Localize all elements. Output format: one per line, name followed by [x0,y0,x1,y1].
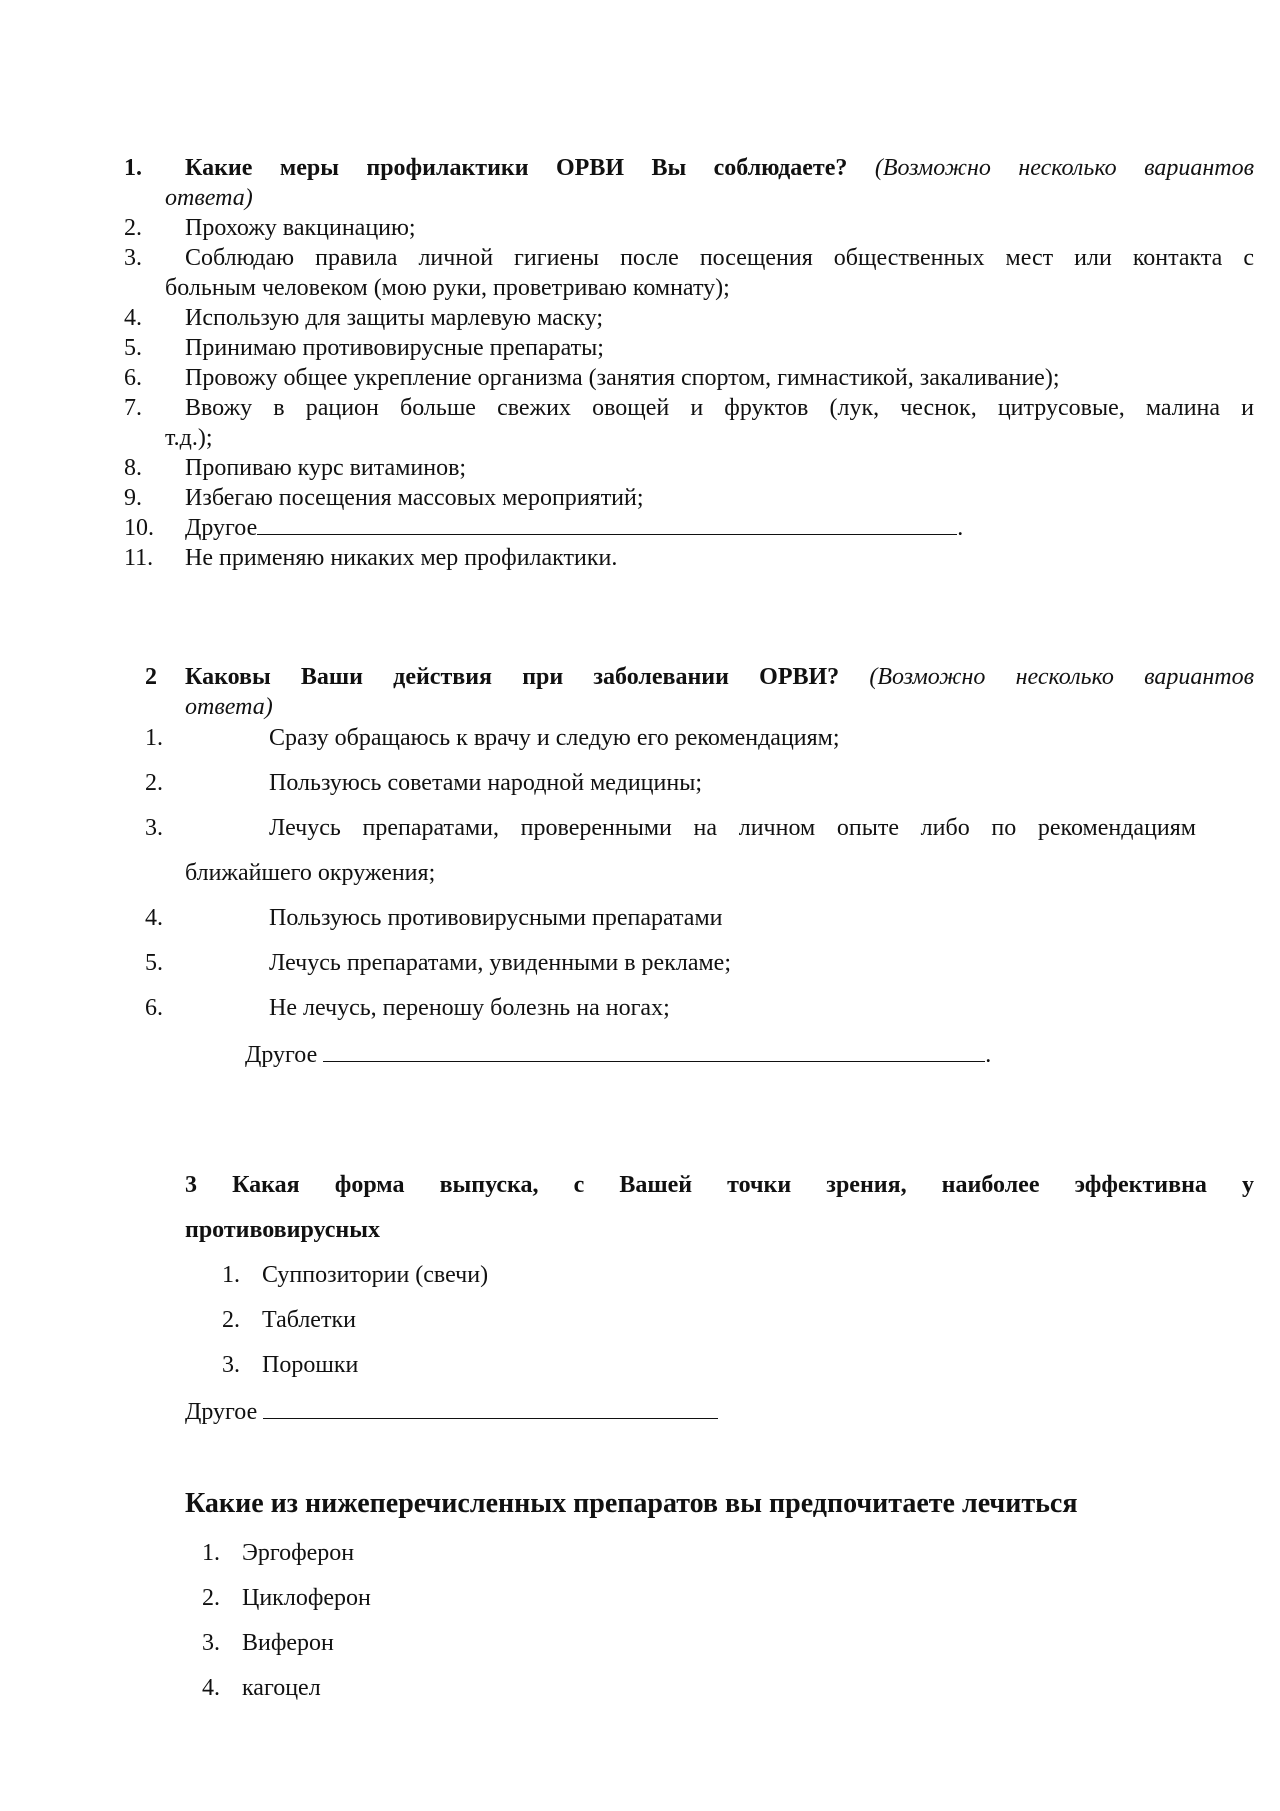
q1-item-number: 2. [124,215,142,241]
q3-item-number: 2. [222,1307,240,1333]
q1-item-cont: больным человеком (мою руки, проветриваю комнату); [165,275,730,301]
q1-item-number: 3. [124,245,142,271]
q1-item: Прохожу вакцинацию; [185,215,416,241]
q4-title: Какие из нижеперечисленных препаратов вы предпочитаете лечиться [185,1488,1078,1519]
q3-other-line [185,1397,718,1427]
q2-hint-cont: ответа) [185,694,273,720]
q1-item: Провожу общее укрепление организма (занятия спортом, гимнастикой, закаливание); [185,365,1060,391]
q3-item-number: 1. [222,1262,240,1288]
q1-item-number: 11. [124,545,154,571]
q1-other-line [185,513,963,543]
q1-item-number: 7. [124,395,142,421]
q3-item: Суппозитории (свечи) [262,1262,489,1288]
q2-number: 2 [145,664,157,690]
q3-other-label: Другое [185,1399,258,1425]
q1-item-number: 9. [124,485,142,511]
q1-item: Избегаю посещения массовых мероприятий; [185,485,644,511]
q1-title-line [185,153,1254,183]
q2-item-number: 5. [145,950,163,976]
q1-item-number: 5. [124,335,142,361]
q1-other-blank[interactable] [257,533,957,535]
q2-title: Каковы Ваши действия при заболевании ОРВИ? [185,664,840,690]
q2-item-cont: ближайшего окружения; [185,860,436,886]
q3-item-number: 3. [222,1352,240,1378]
q1-item: Соблюдаю правила личной гигиены после посещения общественных мест или контакта с [185,245,1254,271]
q1-item-number: 6. [124,365,142,391]
q1-item-number: 4. [124,305,142,331]
q1-number: 1. [124,155,142,181]
q2-other-label: Другое [245,1042,318,1068]
q2-item-number: 6. [145,995,163,1021]
q1-item-cont: т.д.); [165,425,213,451]
q1-item: Использую для защиты марлевую маску; [185,305,604,331]
q1-item: Пропиваю курс витаминов; [185,455,467,481]
q4-item: Циклоферон [242,1585,371,1611]
q2-item: Лечусь препаратами, увиденными в рекламе; [269,950,731,976]
q4-item-number: 4. [202,1675,220,1701]
q4-item-number: 1. [202,1540,220,1566]
q2-item-number: 3. [145,815,163,841]
q4-item: Эргоферон [242,1540,355,1566]
q2-item: Пользуюсь противовирусными препаратами [269,905,723,931]
q3-title-cont: противовирусных [185,1217,380,1243]
q1-other-label: Другое [185,515,258,541]
q1-item: Принимаю противовирусные препараты; [185,335,604,361]
q2-item: Лечусь препаратами, проверенными на личном опыте либо по рекомендациям [269,815,1196,841]
q4-item-number: 3. [202,1630,220,1656]
q2-item: Пользуюсь советами народной медицины; [269,770,703,796]
q2-hint: (Возможно несколько вариантов [869,664,1254,690]
q1-hint-cont: ответа) [165,185,253,211]
q2-item-number: 1. [145,725,163,751]
q1-title: Какие меры профилактики ОРВИ Вы соблюдаете? [185,155,848,181]
q2-item: Не лечусь, переношу болезнь на ногах; [269,995,670,1021]
q3-item: Порошки [262,1352,359,1378]
q1-other-tail: . [957,515,964,541]
q3-other-blank[interactable] [263,1417,718,1419]
q1-item: Ввожу в рацион больше свежих овощей и фруктов (лук, чеснок, цитрусовые, малина и [185,395,1254,421]
q1-item-number: 8. [124,455,142,481]
q1-item: Не применяю никаких мер профилактики. [185,545,618,571]
q2-item-number: 2. [145,770,163,796]
q4-item-number: 2. [202,1585,220,1611]
q1-item-number: 10. [124,515,154,541]
q3-title: 3 Какая форма выпуска, с Вашей точки зрения, наиболее эффективна у [185,1172,1254,1198]
q2-other-tail: . [985,1042,992,1068]
q3-item: Таблетки [262,1307,356,1333]
q2-item: Сразу обращаюсь к врачу и следую его рекомендациям; [269,725,840,751]
q1-hint: (Возможно несколько вариантов [874,155,1254,181]
q4-item: кагоцел [242,1675,321,1701]
q2-item-number: 4. [145,905,163,931]
q2-other-line [245,1040,991,1070]
q2-title-line [185,662,1254,692]
q2-other-blank[interactable] [323,1060,985,1062]
q4-item: Виферон [242,1630,334,1656]
